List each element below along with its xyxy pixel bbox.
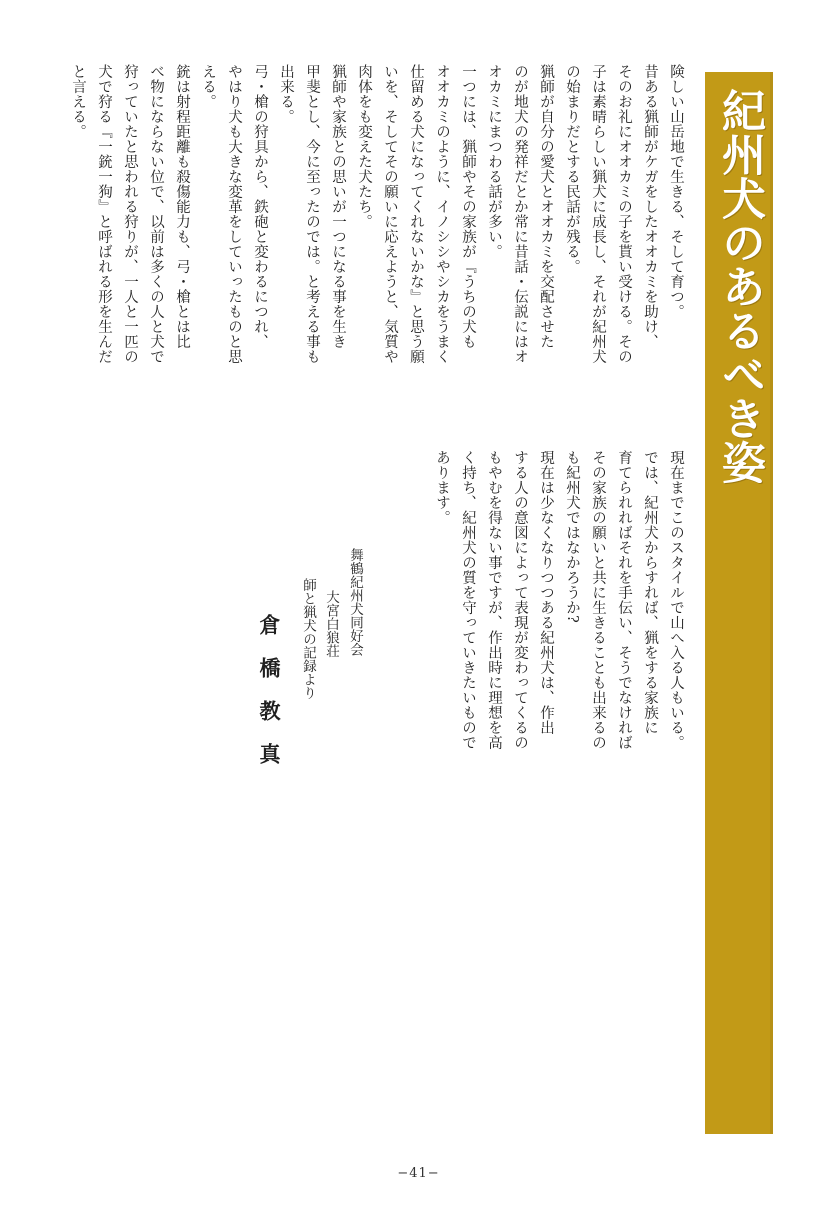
text-line: 狩っていたと思われる狩りが、一人と一匹の bbox=[122, 64, 138, 364]
text-line: 肉体をも変えた犬たち。 bbox=[356, 64, 372, 229]
credit-organization: 舞鶴紀州犬同好会 bbox=[347, 548, 363, 656]
page-number: −41− bbox=[397, 1166, 440, 1181]
text-line: その家族の願いと共に生きることも出来るの bbox=[590, 450, 606, 750]
text-line: べ物にならない位で、以前は多くの人と犬で bbox=[148, 64, 164, 364]
text-line: では、紀州犬からすれば、猟をする家族に bbox=[642, 450, 658, 735]
text-line: 仕留める犬になってくれないかな』と思う願 bbox=[408, 64, 424, 364]
text-line: やはり犬も大きな変革をしていったものと思 bbox=[226, 64, 242, 364]
title-band bbox=[705, 72, 773, 1134]
text-line: の始まりだとする民話が残る。 bbox=[564, 64, 580, 274]
text-line: 険しい山岳地で生きる、そして育つ。 bbox=[668, 64, 684, 319]
credit-source: 師と猟犬の記録より bbox=[300, 578, 316, 700]
author-name: 倉橋教真 bbox=[257, 614, 282, 786]
text-line: 猟師が自分の愛犬とオオカミを交配させた bbox=[538, 64, 554, 349]
text-line: 子は素晴らしい猟犬に成長し、それが紀州犬 bbox=[590, 64, 606, 364]
text-line: 弓・槍の狩具から、鉄砲と変わるにつれ、 bbox=[252, 64, 268, 349]
text-line: と言える。 bbox=[70, 64, 86, 139]
text-line: いを、そしてその願いに応えようと、気質や bbox=[382, 64, 398, 364]
text-line: 育てられればそれを手伝い、そうでなければ bbox=[616, 450, 632, 750]
article-title: 紀州犬のあるべき姿 bbox=[714, 88, 765, 484]
text-line: 出来る。 bbox=[278, 64, 294, 124]
text-line: 現在は少なくなりつつある紀州犬は、作出 bbox=[538, 450, 554, 735]
text-line: オカミにまつわる話が多い。 bbox=[486, 64, 502, 259]
text-line: オオカミのように、イノシシやシカをうまく bbox=[434, 64, 450, 364]
text-line: そのお礼にオオカミの子を貰い受ける。その bbox=[616, 64, 632, 364]
credit-kennel: 大宮白狼荘 bbox=[323, 590, 339, 658]
text-line: 現在までこのスタイルで山へ入る人もいる。 bbox=[668, 450, 684, 750]
text-line: もやむを得ない事ですが、作出時に理想を高 bbox=[486, 450, 502, 750]
text-line: する人の意図によって表現が変わってくるの bbox=[512, 450, 528, 750]
text-line: 昔ある猟師がケガをしたオオカミを助け、 bbox=[642, 64, 658, 349]
text-line: のが地犬の発祥だとか常に昔話・伝説にはオ bbox=[512, 64, 528, 364]
text-line: あります。 bbox=[434, 450, 450, 525]
upper-text-block bbox=[69, 64, 689, 414]
text-line: 犬で狩る『一銃一狗』と呼ばれる形を生んだ bbox=[96, 64, 112, 364]
text-line: える。 bbox=[200, 64, 216, 109]
text-line: 一つには、猟師やその家族が『うちの犬も bbox=[460, 64, 476, 349]
text-line: く持ち、紀州犬の質を守っていきたいもので bbox=[460, 450, 476, 750]
text-line: 猟師や家族との思いが一つになる事を生き bbox=[330, 64, 346, 349]
lower-text-block bbox=[409, 450, 689, 780]
text-line: 甲斐とし、今に至ったのでは。と考える事も bbox=[304, 64, 320, 364]
text-line: も紀州犬ではなかろうか? bbox=[564, 450, 580, 624]
text-line: 銃は射程距離も殺傷能力も、弓・槍とは比 bbox=[174, 64, 190, 349]
